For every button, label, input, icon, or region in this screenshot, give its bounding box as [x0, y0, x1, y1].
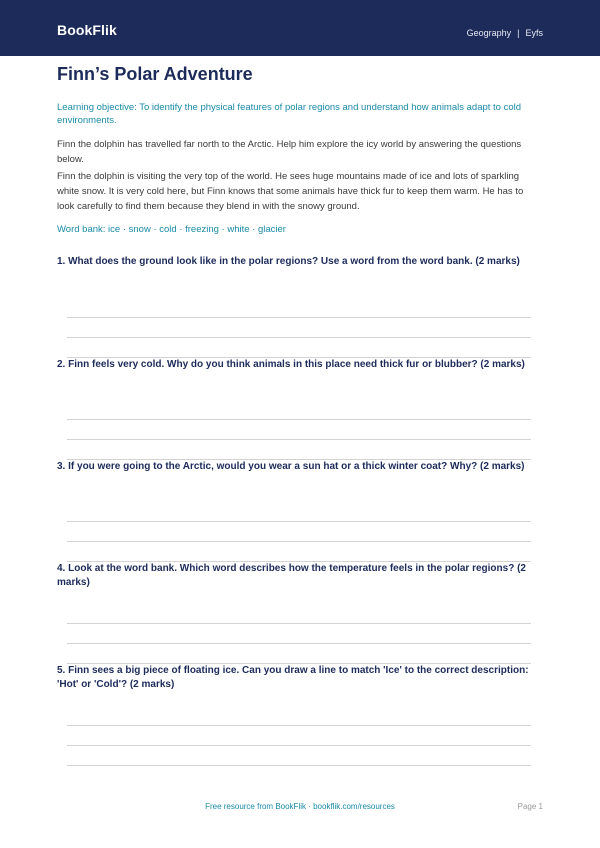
intro-paragraph: Finn the dolphin has travelled far north to the Arctic. Help him explore the icy world by answering the questions below. — [57, 139, 522, 165]
story-paragraph: Finn the dolphin is visiting the very top of the world. He sees huge mountains made of ice and lots of sparkling white snow. It is very cold here, but Finn knows that some animals have thick fur to keep them warm. He has to look carefully to find them because they blend in with the snowy ground. — [57, 171, 524, 212]
answer-line[interactable] — [67, 643, 531, 644]
learning-objective: Learning objective: To identify the physical features of polar regions and understand how animals adapt to cold environments. — [57, 102, 522, 126]
question-3 — [57, 460, 543, 474]
question-5 — [57, 664, 543, 692]
answer-line[interactable] — [67, 765, 531, 766]
meta-separator: | — [517, 28, 520, 38]
answer-line[interactable] — [67, 623, 531, 624]
word-bank: Word bank: ice · snow · cold · freezing · white · glacier — [57, 224, 286, 235]
answer-line[interactable] — [67, 541, 531, 542]
question-1 — [57, 255, 543, 269]
subject-label: Geography — [466, 28, 512, 38]
question-text: 1. What does the ground look like in the polar regions? Use a word from the word bank. (2 marks) — [57, 256, 520, 267]
question-4 — [57, 562, 543, 590]
page-number: Page 1 — [517, 802, 543, 811]
page-title: Finn’s Polar Adventure — [57, 64, 253, 84]
footer-credit[interactable]: Free resource from BookFlik · bookflik.com/resources — [205, 802, 395, 811]
question-text: 5. Finn sees a big piece of floating ice. Can you draw a line to match 'Ice' to the correct description: 'Hot' or 'Cold'? (2 marks) — [57, 665, 529, 690]
question-text: 3. If you were going to the Arctic, would you wear a sun hat or a thick winter coat? Why? (2 marks) — [57, 461, 525, 472]
question-2 — [57, 358, 543, 372]
level-label: Eyfs — [525, 28, 543, 38]
answer-line[interactable] — [67, 439, 531, 440]
answer-line[interactable] — [67, 725, 531, 726]
header-bar — [0, 0, 600, 56]
subject-meta — [467, 28, 543, 38]
question-text: 2. Finn feels very cold. Why do you think animals in this place need thick fur or blubber? (2 marks) — [57, 359, 525, 370]
answer-line[interactable] — [67, 419, 531, 420]
brand-logo[interactable]: BookFlik — [57, 22, 117, 38]
answer-line[interactable] — [67, 317, 531, 318]
answer-line[interactable] — [67, 521, 531, 522]
answer-line[interactable] — [67, 745, 531, 746]
answer-line[interactable] — [67, 337, 531, 338]
question-text: 4. Look at the word bank. Which word describes how the temperature feels in the polar regions? (2 marks) — [57, 563, 526, 588]
